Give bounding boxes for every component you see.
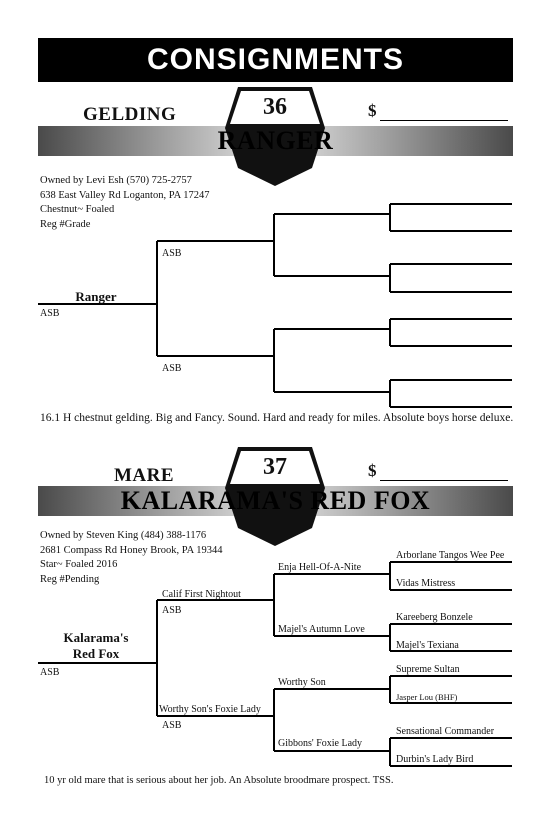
lot-37-ggp-5: Supreme Sultan xyxy=(396,664,460,675)
lot-37-sex: MARE xyxy=(114,465,175,486)
lot-36-subject-breed: ASB xyxy=(40,308,60,319)
reg-line: Reg #Pending xyxy=(40,573,100,585)
subject-line-2: Red Fox xyxy=(72,646,120,661)
lot-37-sire-sire: Enja Hell-Of-A-Nite xyxy=(278,562,362,573)
price-symbol: $ xyxy=(368,101,377,120)
lot-37-number: 37 xyxy=(263,454,287,480)
lot-37-subject-breed: ASB xyxy=(40,667,60,678)
lot-36-pedigree-subject: Ranger xyxy=(75,289,117,304)
lot-37-ggp-8: Durbin's Lady Bird xyxy=(396,754,474,765)
lot-37-dam-breed: ASB xyxy=(162,720,182,731)
lot-37-sire-breed: ASB xyxy=(162,605,182,616)
color-line: Star~ Foaled 2016 xyxy=(40,559,118,570)
lot-37-description: 10 yr old mare that is serious about her job. An Absolute broodmare prospect. TSS. xyxy=(44,775,394,786)
lot-37-sire: Calif First Nightout xyxy=(162,589,241,600)
subject-line-1: Kalarama's xyxy=(63,630,129,645)
lot-36-description: 16.1 H chestnut gelding. Big and Fancy. Sound. Hard and ready for miles. Absolute boys horse deluxe. xyxy=(40,412,514,424)
price-symbol: $ xyxy=(368,461,377,480)
lot-36-number: 36 xyxy=(263,94,287,120)
lot-37-pedigree-subject xyxy=(46,630,146,662)
lot-37-ggp-2: Vidas Mistress xyxy=(396,578,456,589)
page-title: CONSIGNMENTS xyxy=(38,38,513,82)
lot-37-dam-sire: Worthy Son xyxy=(278,677,326,688)
lot-37-horse-name: KALARAMA'S RED FOX xyxy=(120,486,431,515)
lot-37-ggp-1: Arborlane Tangos Wee Pee xyxy=(396,550,505,561)
reg-line: Reg #Grade xyxy=(40,218,91,230)
lot-37-ggp-3: Kareeberg Bonzele xyxy=(396,612,473,623)
lot-37-ggp-4: Majel's Texiana xyxy=(396,640,459,651)
lot-36-sire-breed: ASB xyxy=(162,248,182,259)
lot-37-dam: Worthy Son's Foxie Lady xyxy=(159,704,261,715)
address-line: 2681 Compass Rd Honey Brook, PA 19344 xyxy=(40,544,223,556)
lot-37-dam-dam: Gibbons' Foxie Lady xyxy=(278,738,363,749)
lot-36-dam-breed: ASB xyxy=(162,363,182,374)
owner-line: Owned by Levi Esh (570) 725-2757 xyxy=(40,175,192,186)
owner-line: Owned by Steven King (484) 388-1176 xyxy=(40,530,207,541)
address-line: 638 East Valley Rd Loganton, PA 17247 xyxy=(40,189,210,201)
lot-37-ggp-6: Jasper Lou (BHF) xyxy=(396,692,458,702)
lot-36-horse-name: RANGER xyxy=(217,126,334,155)
color-line: Chestnut~ Foaled xyxy=(40,204,115,215)
lot-36-sex: GELDING xyxy=(83,104,177,125)
lot-37-ggp-7: Sensational Commander xyxy=(396,726,495,737)
lot-37-sire-dam: Majel's Autumn Love xyxy=(278,624,365,635)
